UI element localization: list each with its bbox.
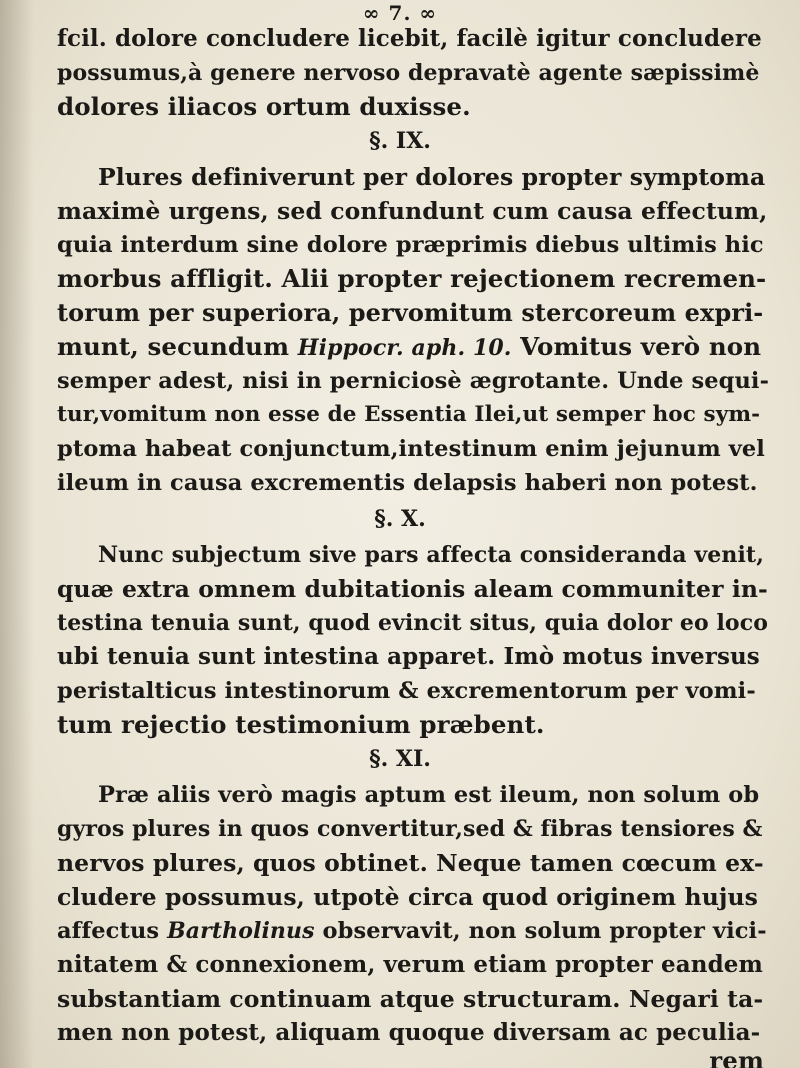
header-ornament-right: ∞ — [419, 1, 438, 25]
text-fragment: affectus — [57, 918, 168, 944]
text-line: semper adest, nisi in perniciosè ægrotante. Unde sequi- — [57, 368, 770, 394]
text-fragment: observavit, non solum propter vici- — [314, 918, 767, 944]
text-line: substantiam continuam atque structuram. Negari ta- — [57, 985, 764, 1013]
text-line: maximè urgens, sed confundunt cum causa effectum, — [57, 197, 768, 225]
text-line: Nunc subjectum sive pars affecta consideranda venit, — [98, 542, 764, 568]
text-line: cludere possumus, utpotè circa quod originem hujus — [57, 883, 759, 911]
section-heading: §. XI. — [369, 746, 431, 772]
text-line: quæ extra omnem dubitationis aleam communiter in- — [57, 575, 768, 603]
section-heading: §. X. — [374, 506, 426, 532]
text-fragment: munt, secundum — [57, 332, 298, 361]
text-line-with-citation — [57, 914, 767, 948]
text-line: Plures definiverunt per dolores propter symptoma — [98, 163, 766, 191]
text-line: ptoma habeat conjunctum,intestinum enim jejunum vel — [57, 436, 765, 462]
text-line: ileum in causa excrementis delapsis haberi non potest. — [57, 470, 758, 496]
text-line: gyros plures in quos convertitur,sed & fibras tensiores & — [57, 816, 763, 842]
text-line: nervos plures, quos obtinet. Neque tamen cœcum ex- — [57, 849, 764, 877]
text-line: fcil. dolore concludere licebit, facilè igitur concludere — [57, 25, 762, 52]
text-line: dolores iliacos ortum duxisse. — [57, 92, 471, 121]
page-gutter-shadow — [0, 0, 34, 1068]
text-fragment: Vomitus verò non — [511, 332, 762, 361]
text-line: torum per superiora, pervomitum stercoreum expri- — [57, 298, 764, 327]
page-number: 7. — [388, 1, 412, 25]
text-line-with-citation — [57, 330, 761, 364]
text-line: quia interdum sine dolore præprimis diebus ultimis hic — [57, 232, 764, 258]
text-line: morbus affligit. Alii propter rejectionem recremen- — [57, 264, 767, 293]
text-line: ubi tenuia sunt intestina apparet. Imò motus inversus — [57, 643, 760, 670]
text-line: testina tenuia sunt, quod evincit situs, quia dolor eo loco — [57, 610, 768, 636]
text-line: Præ aliis verò magis aptum est ileum, non solum ob — [98, 782, 760, 808]
section-heading: §. IX. — [369, 128, 431, 154]
text-line: nitatem & connexionem, verum etiam propter eandem — [57, 951, 763, 978]
text-line: peristalticus intestinorum & excrementorum per vomi- — [57, 678, 756, 704]
text-line: tum rejectio testimonium præbent. — [57, 710, 545, 739]
citation-bartholinus: Bartholinus — [167, 918, 315, 944]
text-line: men non potest, aliquam quoque diversam ac peculia- — [57, 1019, 761, 1046]
header-ornament-left: ∞ — [362, 1, 381, 25]
citation-hippocrates: Hippocr. aph. 10. — [297, 335, 512, 361]
text-line: tur,vomitum non esse de Essentia Ilei,ut semper hoc sym- — [57, 402, 761, 427]
text-line: possumus,à genere nervoso depravatè agente sæpissimè — [57, 60, 760, 86]
catchword: rem — [709, 1046, 764, 1068]
